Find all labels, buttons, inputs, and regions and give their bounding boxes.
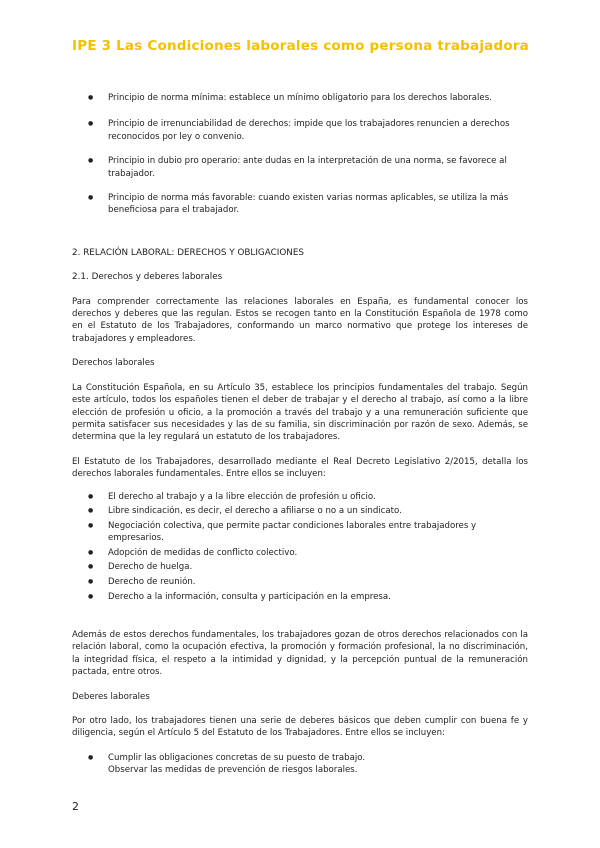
list-item: ● El derecho al trabajo y a la libre elección de profesión u oficio.	[72, 491, 528, 503]
list-item: ● Principio de norma mínima: establece un mínimo obligatorio para los derechos laborales.	[72, 92, 528, 104]
paragraph: Para comprender correctamente las relaciones laborales en España, es fundamental conocer los derechos y deberes que las regulan. Estos se recogen tanto en la Constitución Española de 1978 como en el Estatuto de los Trabajadores, conformando un marco normativo que protege los intereses de trabajadores y empleadores.	[72, 296, 528, 344]
list-item: ● Principio in dubio pro operario: ante dudas en la interpretación de una norma, se favorece al trabajador.	[72, 155, 528, 180]
list-item: ● Derecho de reunión.	[72, 576, 528, 588]
list-item: ● Libre sindicación, es decir, el derecho a afiliarse o no a un sindicato.	[72, 505, 528, 517]
list-item: ● Adopción de medidas de conflicto colectivo.	[72, 547, 528, 559]
list-item: ● Principio de norma más favorable: cuando existen varias normas aplicables, se utiliza la más beneficiosa para el trabajador.	[72, 192, 528, 217]
rights-heading: Derechos laborales	[72, 358, 155, 369]
list-item: ● Negociación colectiva, que permite pactar condiciones laborales entre trabajadores y empresarios.	[72, 520, 528, 545]
paragraph: Además de estos derechos fundamentales, los trabajadores gozan de otros derechos relacionados con la relación laboral, como la ocupación efectiva, la promoción y formación profesional, la no discriminación, la integridad física, el respeto a la intimidad y dignidad, y la percepción puntual de la remuneración pactada, entre otros.	[72, 629, 528, 678]
duties-heading: Deberes laborales	[72, 691, 150, 702]
paragraph: Por otro lado, los trabajadores tienen una serie de deberes básicos que deben cumplir con buena fe y diligencia, según el Artículo 5 del Estatuto de los Trabajadores. Entre ellos se incluyen:	[72, 715, 528, 739]
page-number: 2	[72, 800, 79, 813]
duties-list	[72, 752, 528, 777]
principles-list	[72, 92, 528, 217]
list-item	[72, 752, 528, 777]
paragraph: El Estatuto de los Trabajadores, desarrollado mediante el Real Decreto Legislativo 2/2015, detalla los derechos laborales fundamentales. Entre ellos se incluyen:	[72, 456, 528, 480]
page-body	[72, 92, 528, 777]
list-item: ● Derecho de huelga.	[72, 561, 528, 573]
section-heading: 2. RELACIÓN LABORAL: DERECHOS Y OBLIGACIONES	[72, 247, 304, 258]
document-header-title: IPE 3 Las Condiciones laborales como persona trabajadora	[72, 38, 529, 54]
paragraph: La Constitución Española, en su Artículo 35, establece los principios fundamentales del trabajo. Según este artículo, todos los españoles tienen el deber de trabajar y el derecho al trabajo, así como a la libre elección de profesión u oficio, a la promoción a través del trabajo y a una remuneración suficiente que permita satisfacer sus necesidades y las de su familia, sin discriminación por razón de sexo. Además, se determina que la ley regulará un estatuto de los trabajadores.	[72, 382, 528, 443]
list-item: ● Derecho a la información, consulta y participación en la empresa.	[72, 591, 528, 603]
subsection-heading: 2.1. Derechos y deberes laborales	[72, 272, 223, 283]
rights-list	[72, 491, 528, 603]
list-item: ● Principio de irrenunciabilidad de derechos: impide que los trabajadores renuncien a derechos reconocidos por ley o convenio.	[72, 118, 528, 143]
list-item-line: Observar las medidas de prevención de riesgos laborales.	[108, 765, 358, 776]
list-item-line: Cumplir las obligaciones concretas de su puesto de trabajo.	[108, 752, 366, 763]
